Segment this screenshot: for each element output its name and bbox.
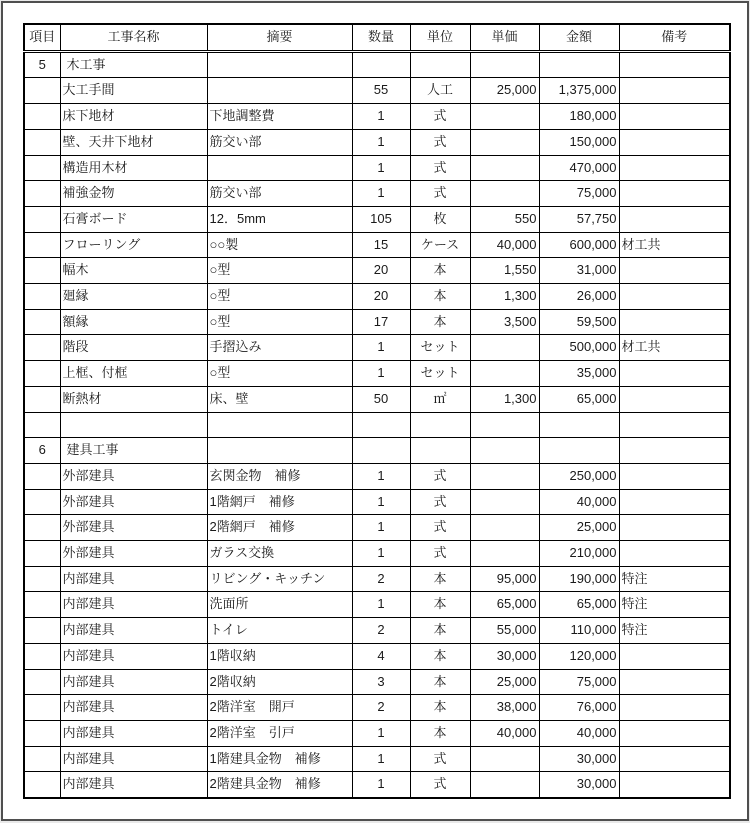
- cell-price: 30,000: [470, 643, 539, 669]
- cell-desc: [207, 78, 352, 104]
- table-row: [24, 284, 730, 310]
- table-row: [24, 720, 730, 746]
- cell-desc: トイレ: [207, 618, 352, 644]
- table-row: [24, 361, 730, 387]
- cell-note: [619, 361, 730, 387]
- estimate-table-body: [24, 51, 730, 798]
- cell-item: [24, 104, 60, 130]
- cell-amount: 75,000: [539, 181, 619, 207]
- cell-amount: 150,000: [539, 129, 619, 155]
- cell-unit: 本: [410, 669, 470, 695]
- cell-note: [619, 438, 730, 464]
- cell-price: 65,000: [470, 592, 539, 618]
- table-row: [24, 669, 730, 695]
- cell-item: [24, 746, 60, 772]
- cell-unit: 式: [410, 181, 470, 207]
- cell-desc: ○型: [207, 284, 352, 310]
- cell-desc: ○型: [207, 258, 352, 284]
- cell-note: [619, 515, 730, 541]
- cell-desc: 洗面所: [207, 592, 352, 618]
- cell-unit: 本: [410, 695, 470, 721]
- cell-desc: [207, 438, 352, 464]
- cell-note: [619, 78, 730, 104]
- cell-item: [24, 284, 60, 310]
- cell-unit: 本: [410, 618, 470, 644]
- cell-amount: 76,000: [539, 695, 619, 721]
- section-row: [24, 51, 730, 78]
- column-header-qty: 数量: [352, 24, 410, 51]
- cell-amount: 59,500: [539, 309, 619, 335]
- cell-unit: 式: [410, 772, 470, 798]
- cell-note: [619, 772, 730, 798]
- estimate-sheet-page: [1, 1, 749, 821]
- cell-name: 内部建具: [60, 643, 207, 669]
- cell-price: [470, 104, 539, 130]
- cell-unit: 本: [410, 284, 470, 310]
- cell-item: [24, 489, 60, 515]
- cell-name: 内部建具: [60, 669, 207, 695]
- cell-price: [470, 541, 539, 567]
- cell-price: 1,300: [470, 386, 539, 412]
- column-header-desc: 摘要: [207, 24, 352, 51]
- section-row: [24, 438, 730, 464]
- cell-name: フローリング: [60, 232, 207, 258]
- cell-note: [619, 51, 730, 78]
- column-header-item: 項目: [24, 24, 60, 51]
- cell-item: [24, 669, 60, 695]
- cell-qty: [352, 51, 410, 78]
- cell-unit: 式: [410, 515, 470, 541]
- cell-name: 幅木: [60, 258, 207, 284]
- table-row: [24, 695, 730, 721]
- cell-unit: [410, 438, 470, 464]
- cell-name: 内部建具: [60, 618, 207, 644]
- cell-note: [619, 155, 730, 181]
- empty-row: [24, 412, 730, 438]
- cell-name: 外部建具: [60, 541, 207, 567]
- cell-item: [24, 155, 60, 181]
- table-row: [24, 258, 730, 284]
- cell-note: [619, 541, 730, 567]
- cell-price: 38,000: [470, 695, 539, 721]
- cell-price: [470, 489, 539, 515]
- cell-unit: 式: [410, 155, 470, 181]
- cell-unit: 本: [410, 720, 470, 746]
- cell-desc: 2階洋室 開戸: [207, 695, 352, 721]
- cell-name: 内部建具: [60, 720, 207, 746]
- cell-item: 5: [24, 51, 60, 78]
- cell-name: 大工手間: [60, 78, 207, 104]
- cell-unit: 式: [410, 541, 470, 567]
- cell-item: [24, 181, 60, 207]
- table-row: [24, 566, 730, 592]
- cell-amount: 500,000: [539, 335, 619, 361]
- cell-amount: 65,000: [539, 386, 619, 412]
- column-header-amount: 金額: [539, 24, 619, 51]
- cell-price: 1,550: [470, 258, 539, 284]
- column-header-name: 工事名称: [60, 24, 207, 51]
- cell-price: [470, 463, 539, 489]
- cell-item: [24, 772, 60, 798]
- cell-item: [24, 643, 60, 669]
- cell-item: [24, 618, 60, 644]
- cell-qty: 4: [352, 643, 410, 669]
- cell-qty: 1: [352, 104, 410, 130]
- cell-item: [24, 412, 60, 438]
- cell-unit: 人工: [410, 78, 470, 104]
- cell-qty: 1: [352, 181, 410, 207]
- cell-qty: 1: [352, 515, 410, 541]
- cell-desc: 2階網戸 補修: [207, 515, 352, 541]
- table-row: [24, 232, 730, 258]
- cell-qty: 1: [352, 463, 410, 489]
- cell-amount: 180,000: [539, 104, 619, 130]
- cell-amount: 190,000: [539, 566, 619, 592]
- table-row: [24, 206, 730, 232]
- cell-price: [470, 51, 539, 78]
- cell-note: [619, 720, 730, 746]
- cell-amount: 75,000: [539, 669, 619, 695]
- cell-desc: 手摺込み: [207, 335, 352, 361]
- cell-desc: 1階建具金物 補修: [207, 746, 352, 772]
- cell-unit: 式: [410, 104, 470, 130]
- cell-name: 構造用木材: [60, 155, 207, 181]
- cell-desc: 1階収納: [207, 643, 352, 669]
- cell-desc: 2階建具金物 補修: [207, 772, 352, 798]
- cell-amount: 57,750: [539, 206, 619, 232]
- cell-note: [619, 129, 730, 155]
- cell-unit: 式: [410, 746, 470, 772]
- cell-note: [619, 746, 730, 772]
- cell-item: [24, 309, 60, 335]
- cell-unit: 式: [410, 489, 470, 515]
- cell-qty: 1: [352, 772, 410, 798]
- cell-item: [24, 720, 60, 746]
- cell-amount: 1,375,000: [539, 78, 619, 104]
- cell-price: 550: [470, 206, 539, 232]
- cell-unit: ケース: [410, 232, 470, 258]
- estimate-table-header: [24, 24, 730, 51]
- table-row: [24, 515, 730, 541]
- cell-qty: 1: [352, 361, 410, 387]
- cell-qty: 15: [352, 232, 410, 258]
- cell-name: 外部建具: [60, 463, 207, 489]
- table-row: [24, 309, 730, 335]
- cell-price: 25,000: [470, 669, 539, 695]
- cell-item: [24, 335, 60, 361]
- cell-qty: 55: [352, 78, 410, 104]
- cell-item: [24, 232, 60, 258]
- table-row: [24, 104, 730, 130]
- cell-amount: 40,000: [539, 720, 619, 746]
- cell-amount: 120,000: [539, 643, 619, 669]
- cell-price: 40,000: [470, 232, 539, 258]
- cell-name: 建具工事: [60, 438, 207, 464]
- cell-amount: 110,000: [539, 618, 619, 644]
- cell-price: [470, 129, 539, 155]
- table-row: [24, 78, 730, 104]
- cell-item: [24, 592, 60, 618]
- cell-name: 内部建具: [60, 746, 207, 772]
- cell-item: [24, 566, 60, 592]
- table-row: [24, 181, 730, 207]
- cell-qty: 1: [352, 720, 410, 746]
- cell-unit: [410, 51, 470, 78]
- cell-desc: 筋交い部: [207, 129, 352, 155]
- cell-item: [24, 541, 60, 567]
- cell-price: 95,000: [470, 566, 539, 592]
- cell-note: [619, 258, 730, 284]
- table-row: [24, 155, 730, 181]
- cell-price: [470, 772, 539, 798]
- cell-qty: 50: [352, 386, 410, 412]
- cell-name: 補強金物: [60, 181, 207, 207]
- table-row: [24, 489, 730, 515]
- cell-desc: リビング・キッチン: [207, 566, 352, 592]
- cell-qty: 2: [352, 695, 410, 721]
- cell-amount: 65,000: [539, 592, 619, 618]
- cell-price: 1,300: [470, 284, 539, 310]
- cell-qty: 20: [352, 258, 410, 284]
- cell-price: 55,000: [470, 618, 539, 644]
- cell-qty: 2: [352, 618, 410, 644]
- cell-desc: [207, 412, 352, 438]
- cell-desc: 1階網戸 補修: [207, 489, 352, 515]
- cell-note: [619, 669, 730, 695]
- cell-item: [24, 258, 60, 284]
- cell-name: 外部建具: [60, 515, 207, 541]
- table-row: [24, 746, 730, 772]
- table-row: [24, 772, 730, 798]
- cell-note: [619, 412, 730, 438]
- cell-qty: 1: [352, 592, 410, 618]
- cell-desc: 2階収納: [207, 669, 352, 695]
- table-row: [24, 541, 730, 567]
- cell-item: [24, 463, 60, 489]
- cell-unit: 式: [410, 463, 470, 489]
- cell-qty: 1: [352, 129, 410, 155]
- cell-item: [24, 386, 60, 412]
- cell-name: 断熱材: [60, 386, 207, 412]
- cell-name: 階段: [60, 335, 207, 361]
- cell-name: 内部建具: [60, 772, 207, 798]
- cell-desc: 床、壁: [207, 386, 352, 412]
- cell-price: 3,500: [470, 309, 539, 335]
- cell-amount: 40,000: [539, 489, 619, 515]
- cell-amount: [539, 438, 619, 464]
- cell-unit: 本: [410, 309, 470, 335]
- cell-note: [619, 206, 730, 232]
- cell-desc: ○型: [207, 361, 352, 387]
- cell-qty: 1: [352, 335, 410, 361]
- cell-amount: 31,000: [539, 258, 619, 284]
- cell-unit: 本: [410, 643, 470, 669]
- cell-price: [470, 181, 539, 207]
- cell-qty: 20: [352, 284, 410, 310]
- cell-name: 床下地材: [60, 104, 207, 130]
- column-header-price: 単価: [470, 24, 539, 51]
- table-row: [24, 335, 730, 361]
- cell-price: [470, 335, 539, 361]
- cell-item: [24, 129, 60, 155]
- cell-name: 廻縁: [60, 284, 207, 310]
- cell-unit: 本: [410, 258, 470, 284]
- cell-note: [619, 104, 730, 130]
- table-row: [24, 618, 730, 644]
- cell-item: [24, 206, 60, 232]
- cell-note: [619, 181, 730, 207]
- cell-unit: [410, 412, 470, 438]
- cell-desc: ○○製: [207, 232, 352, 258]
- cell-amount: 250,000: [539, 463, 619, 489]
- cell-note: [619, 643, 730, 669]
- cell-amount: [539, 51, 619, 78]
- cell-item: 6: [24, 438, 60, 464]
- cell-qty: 1: [352, 489, 410, 515]
- cell-name: 内部建具: [60, 695, 207, 721]
- cell-amount: 30,000: [539, 746, 619, 772]
- cell-amount: 30,000: [539, 772, 619, 798]
- cell-price: [470, 361, 539, 387]
- cell-desc: 筋交い部: [207, 181, 352, 207]
- cell-amount: 35,000: [539, 361, 619, 387]
- estimate-table: [23, 23, 731, 799]
- cell-desc: [207, 51, 352, 78]
- cell-price: [470, 515, 539, 541]
- column-header-unit: 単位: [410, 24, 470, 51]
- cell-qty: 1: [352, 746, 410, 772]
- cell-name: 木工事: [60, 51, 207, 78]
- cell-qty: 105: [352, 206, 410, 232]
- cell-note: [619, 463, 730, 489]
- cell-name: 内部建具: [60, 566, 207, 592]
- cell-name: 内部建具: [60, 592, 207, 618]
- column-header-note: 備考: [619, 24, 730, 51]
- cell-desc: ○型: [207, 309, 352, 335]
- cell-unit: 本: [410, 592, 470, 618]
- table-row: [24, 643, 730, 669]
- cell-price: [470, 412, 539, 438]
- cell-amount: 26,000: [539, 284, 619, 310]
- cell-note: [619, 489, 730, 515]
- cell-name: 外部建具: [60, 489, 207, 515]
- cell-qty: 1: [352, 155, 410, 181]
- cell-qty: [352, 438, 410, 464]
- cell-qty: 2: [352, 566, 410, 592]
- cell-name: 額縁: [60, 309, 207, 335]
- cell-item: [24, 695, 60, 721]
- cell-amount: 210,000: [539, 541, 619, 567]
- cell-amount: 470,000: [539, 155, 619, 181]
- cell-note: 特注: [619, 618, 730, 644]
- table-row: [24, 129, 730, 155]
- cell-item: [24, 361, 60, 387]
- cell-name: 上框、付框: [60, 361, 207, 387]
- cell-note: [619, 695, 730, 721]
- cell-desc: 玄関金物 補修: [207, 463, 352, 489]
- cell-unit: 式: [410, 129, 470, 155]
- cell-price: 25,000: [470, 78, 539, 104]
- cell-unit: セット: [410, 361, 470, 387]
- cell-desc: 12．5mm: [207, 206, 352, 232]
- cell-note: 材工共: [619, 232, 730, 258]
- cell-unit: セット: [410, 335, 470, 361]
- cell-name: 石膏ボード: [60, 206, 207, 232]
- cell-qty: 17: [352, 309, 410, 335]
- cell-item: [24, 78, 60, 104]
- table-row: [24, 592, 730, 618]
- cell-price: [470, 746, 539, 772]
- cell-qty: [352, 412, 410, 438]
- table-row: [24, 386, 730, 412]
- cell-qty: 1: [352, 541, 410, 567]
- cell-qty: 3: [352, 669, 410, 695]
- cell-price: [470, 155, 539, 181]
- cell-desc: ガラス交換: [207, 541, 352, 567]
- cell-amount: 600,000: [539, 232, 619, 258]
- cell-price: [470, 438, 539, 464]
- header-row: [24, 24, 730, 51]
- cell-desc: 2階洋室 引戸: [207, 720, 352, 746]
- cell-note: 特注: [619, 566, 730, 592]
- cell-unit: 枚: [410, 206, 470, 232]
- cell-desc: [207, 155, 352, 181]
- cell-desc: 下地調整費: [207, 104, 352, 130]
- cell-unit: ㎡: [410, 386, 470, 412]
- cell-unit: 本: [410, 566, 470, 592]
- cell-note: [619, 284, 730, 310]
- cell-item: [24, 515, 60, 541]
- cell-note: [619, 386, 730, 412]
- cell-note: [619, 309, 730, 335]
- cell-note: 材工共: [619, 335, 730, 361]
- cell-amount: 25,000: [539, 515, 619, 541]
- table-row: [24, 463, 730, 489]
- cell-note: 特注: [619, 592, 730, 618]
- cell-amount: [539, 412, 619, 438]
- cell-price: 40,000: [470, 720, 539, 746]
- cell-name: 壁、天井下地材: [60, 129, 207, 155]
- cell-name: [60, 412, 207, 438]
